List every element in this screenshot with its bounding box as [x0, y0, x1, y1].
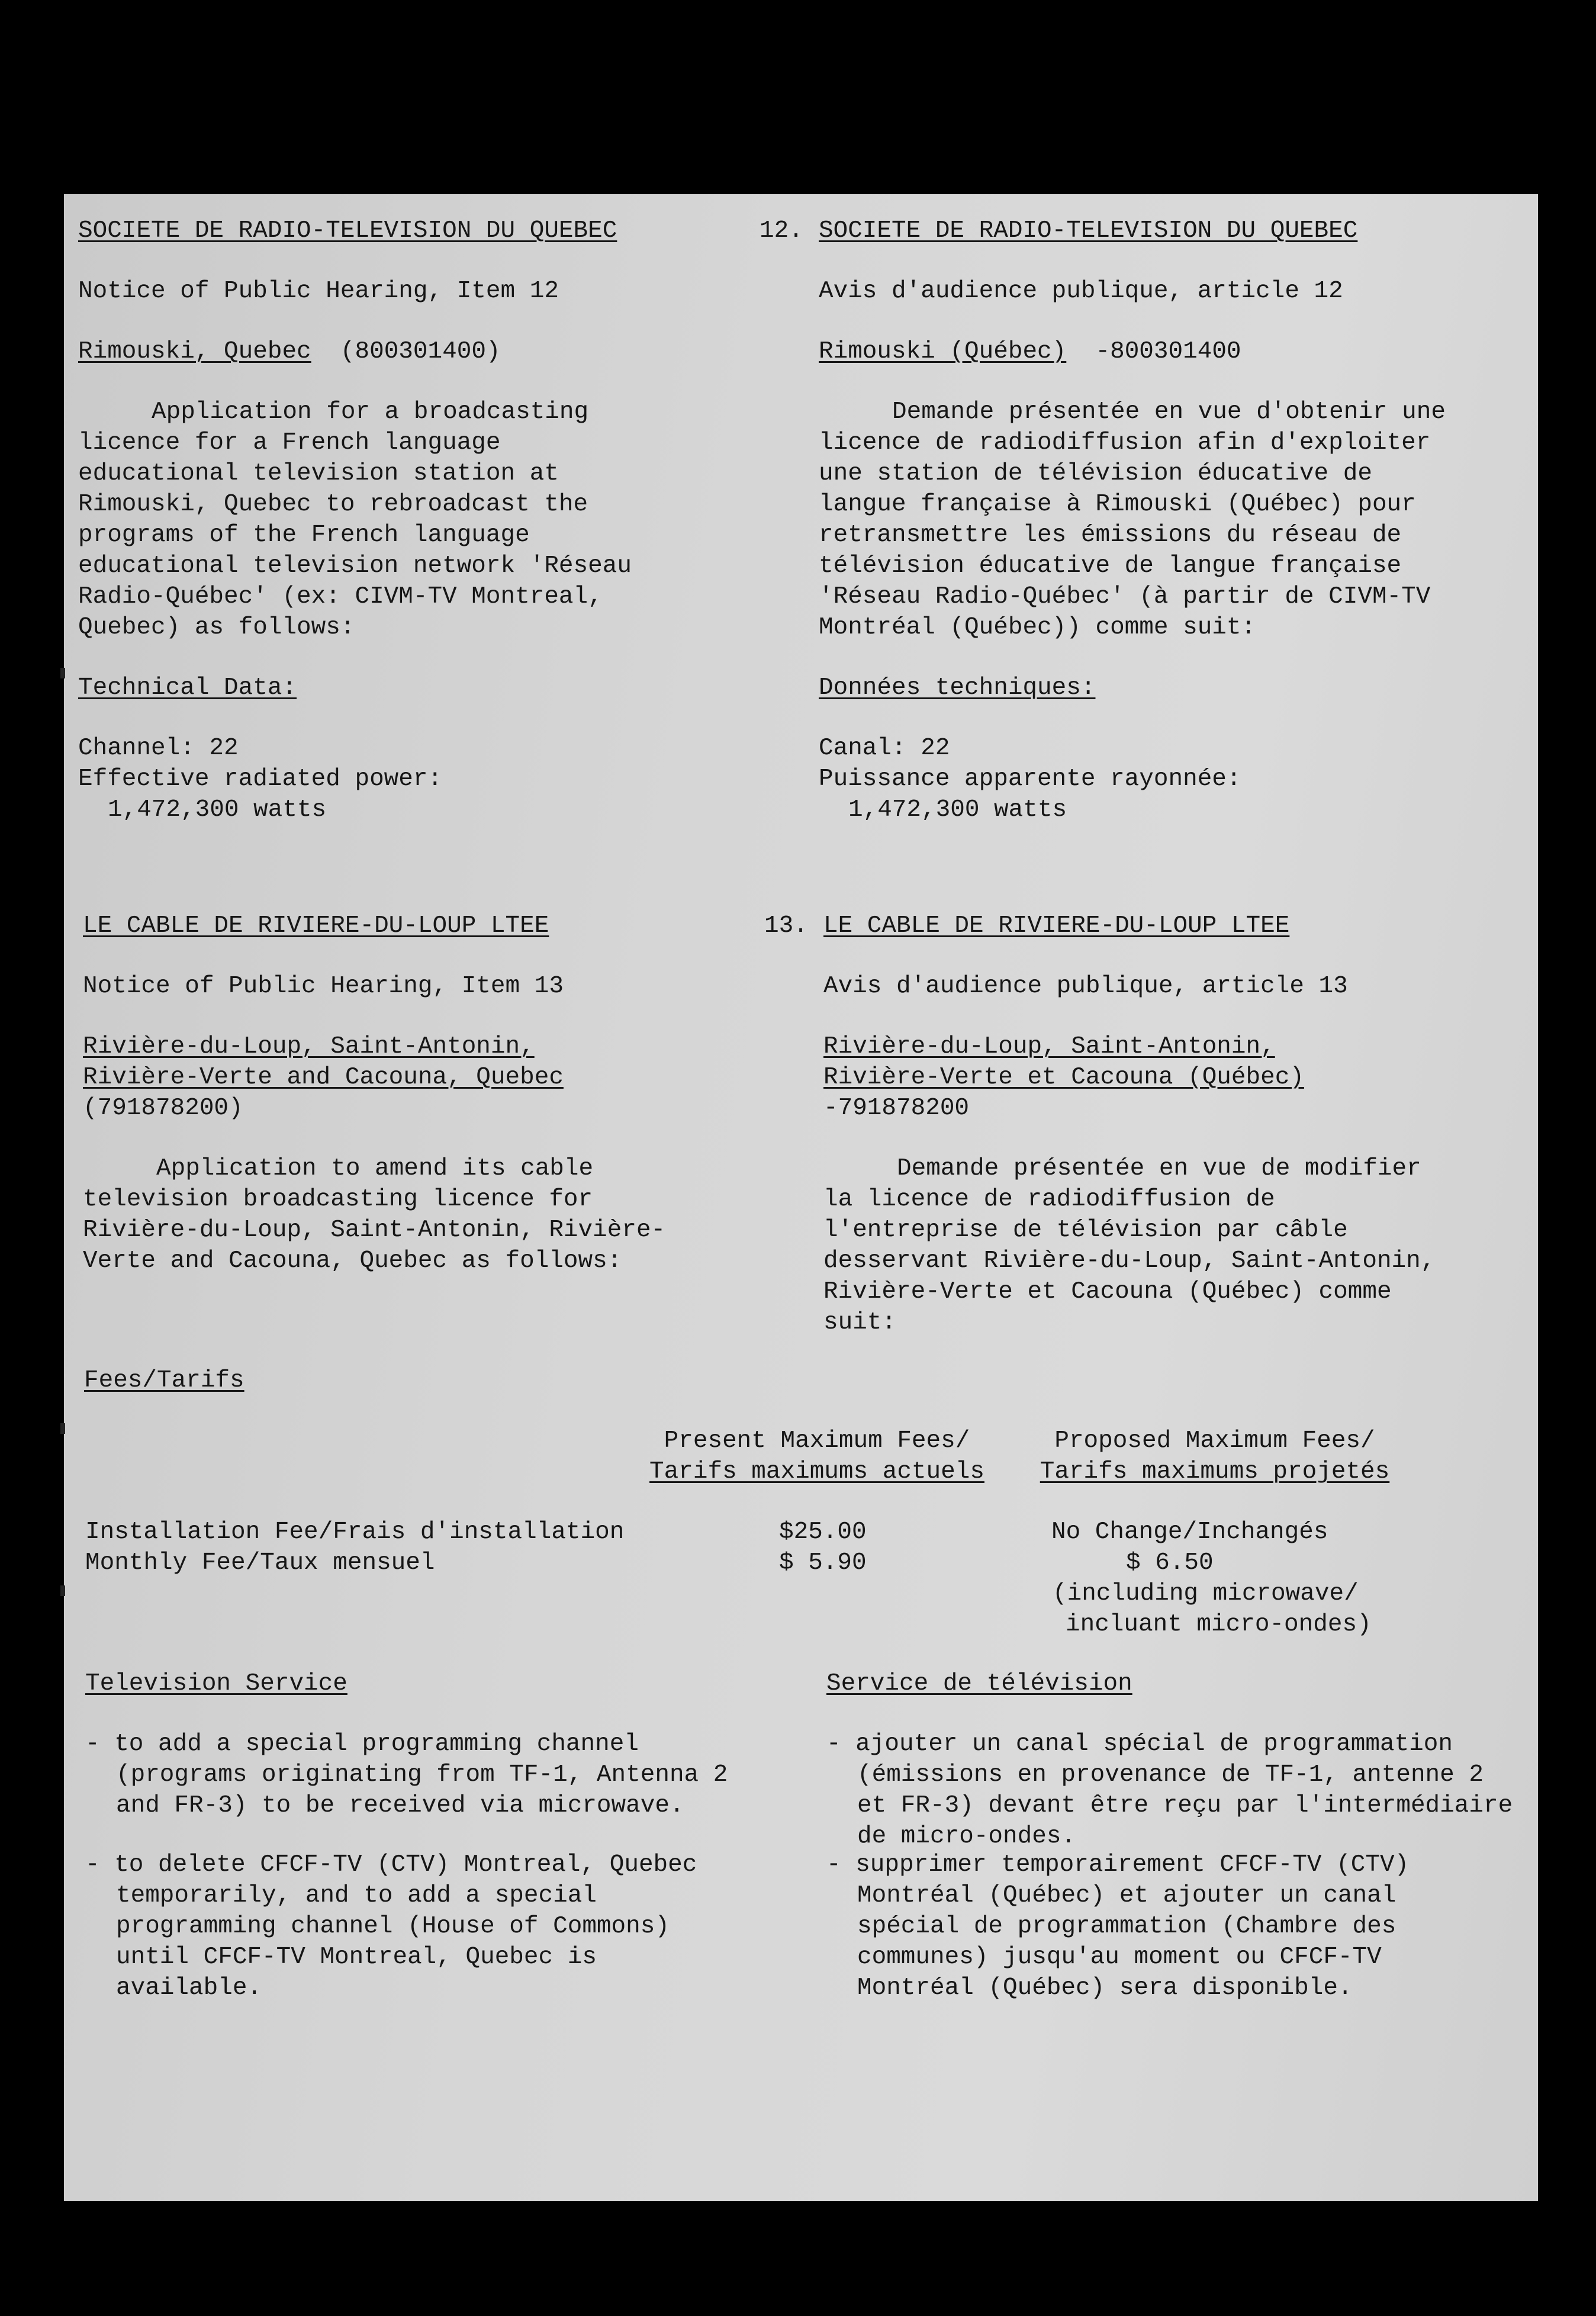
fees-col-present-line1: Present Maximum Fees/ [664, 1427, 970, 1455]
item13-french-column [764, 911, 1534, 1338]
scan-mark [60, 1585, 65, 1596]
tv-service-en-item-0: - to add a special programming channel (programs originating from TF-1, Antenna 2 and FR-3) to be received via microwave. [85, 1730, 742, 1819]
fees-col-proposed-header [1031, 1426, 1398, 1487]
item13-fr-place-line1: Rivière-du-Loup, Saint-Antonin, [823, 1033, 1275, 1060]
item12-fr-heading: SOCIETE DE RADIO-TELEVISION DU QUEBEC [819, 217, 1358, 245]
fees-proposed-note-line1: (including microwave/ [1053, 1580, 1359, 1607]
item13-number: 13. [764, 912, 808, 940]
item12-english-column [78, 215, 741, 825]
item12-fr-file-no: -800301400 [1095, 338, 1241, 365]
item13-english-column [83, 911, 746, 1276]
item12-en-erp-value: 1,472,300 watts [108, 796, 327, 824]
item12-en-erp-label: Effective radiated power: [78, 765, 443, 793]
fees-row-present-0: $25.00 [779, 1519, 867, 1546]
item12-en-place-line [78, 336, 741, 367]
item12-fr-notice: Avis d'audience publique, article 12 [819, 278, 1343, 305]
fees-row-label-1: Monthly Fee/Taux mensuel [85, 1549, 435, 1577]
item13-fr-body: Demande présentée en vue de modifier la licence de radiodiffusion de l'entreprise de télévision par câble desservant Rivière-du-Loup, Saint-Antonin, Rivière-Verte et Cacouna (Québec) comme suit: [823, 1155, 1436, 1336]
fees-proposed-note-line2: incluant micro-ondes) [1066, 1611, 1372, 1638]
tv-service-fr-heading: Service de télévision [826, 1670, 1132, 1697]
fees-row-present-1: $ 5.90 [779, 1549, 867, 1577]
item13-fr-place-line2: Rivière-Verte et Cacouna (Québec) [823, 1064, 1304, 1091]
item13-fr-file-no: -791878200 [823, 1095, 970, 1122]
item12-number: 12. [760, 217, 803, 245]
fees-col-present-header [639, 1426, 995, 1487]
document-page [64, 194, 1538, 2201]
item12-en-channel: Channel: 22 [78, 735, 239, 762]
item12-en-body: Application for a broadcasting licence for a French language educational television station at Rimouski, Quebec to rebroadcast the programs of the French language educational television network 'Réseau Radio-Québec' (ex: CIVM-TV Montreal, Quebec) as follows: [78, 398, 632, 641]
fees-col-present-line2: Tarifs maximums actuels [649, 1458, 984, 1485]
item13-fr-heading: LE CABLE DE RIVIERE-DU-LOUP LTEE [823, 912, 1290, 940]
item12-fr-erp-label: Puissance apparente rayonnée: [819, 765, 1241, 793]
tv-service-en-heading: Television Service [85, 1670, 347, 1697]
fees-col-proposed-line1: Proposed Maximum Fees/ [1054, 1427, 1375, 1455]
tv-service-en-item-1: - to delete CFCF-TV (CTV) Montreal, Quebec temporarily, and to add a special programming channel (House of Commons) until CFCF-TV Montreal, Quebec is available. [85, 1851, 712, 2002]
fees-heading: Fees/Tarifs [84, 1367, 244, 1394]
tv-service-fr-item-0: - ajouter un canal spécial de programmation (émissions en provenance de TF-1, antenne 2 et FR-3) devant être reçu par l'intermédiaire de micro-ondes. [826, 1730, 1527, 1850]
tv-service-fr-item-1: - supprimer temporairement CFCF-TV (CTV) Montréal (Québec) et ajouter un canal spécial de programmation (Chambre des communes) jusqu'au moment ou CFCF-TV Montréal (Québec) sera disponible. [826, 1851, 1424, 2002]
fees-col-proposed-line2: Tarifs maximums projetés [1040, 1458, 1390, 1485]
item13-en-heading: LE CABLE DE RIVIERE-DU-LOUP LTEE [83, 912, 549, 940]
item13-fr-notice: Avis d'audience publique, article 13 [823, 973, 1348, 1000]
fees-row-label-0: Installation Fee/Frais d'installation [85, 1519, 625, 1546]
item12-fr-channel: Canal: 22 [819, 735, 950, 762]
item12-fr-place-line [819, 336, 1529, 367]
item12-fr-erp-value: 1,472,300 watts [848, 796, 1067, 824]
item13-en-place-line1: Rivière-du-Loup, Saint-Antonin, [83, 1033, 535, 1060]
item12-fr-tech-heading: Données techniques: [819, 674, 1096, 702]
item12-en-tech-heading: Technical Data: [78, 674, 297, 702]
item13-en-place-line2: Rivière-Verte and Cacouna, Quebec [83, 1064, 564, 1091]
fees-row-proposed-1: $ 6.50 [1126, 1549, 1214, 1577]
item13-en-body: Application to amend its cable television broadcasting licence for Rivière-du-Loup, Saint-Antonin, Rivière-Verte and Cacouna, Quebec as follows: [83, 1155, 666, 1275]
item12-fr-body: Demande présentée en vue d'obtenir une licence de radiodiffusion afin d'exploiter une station de télévision éducative de langue française à Rimouski (Québec) pour retransmettre les émissions du réseau de télévision éducative de langue française 'Réseau Radio-Québec' (à partir de CIVM-TV Montréal (Québec)) comme suit: [819, 398, 1446, 641]
fees-row-proposed-0: No Change/Inchangés [1051, 1519, 1328, 1546]
item13-en-notice: Notice of Public Hearing, Item 13 [83, 973, 564, 1000]
item12-en-place: Rimouski, Quebec [78, 338, 311, 365]
item12-en-notice: Notice of Public Hearing, Item 12 [78, 278, 559, 305]
item12-fr-place: Rimouski (Québec) [819, 338, 1067, 365]
scan-mark [60, 668, 65, 678]
item12-en-file-no: (800301400) [340, 338, 501, 365]
item13-en-file-no: (791878200) [83, 1095, 243, 1122]
scan-mark [60, 1423, 65, 1434]
item12-en-heading: SOCIETE DE RADIO-TELEVISION DU QUEBEC [78, 217, 617, 245]
item12-french-column [760, 215, 1529, 825]
